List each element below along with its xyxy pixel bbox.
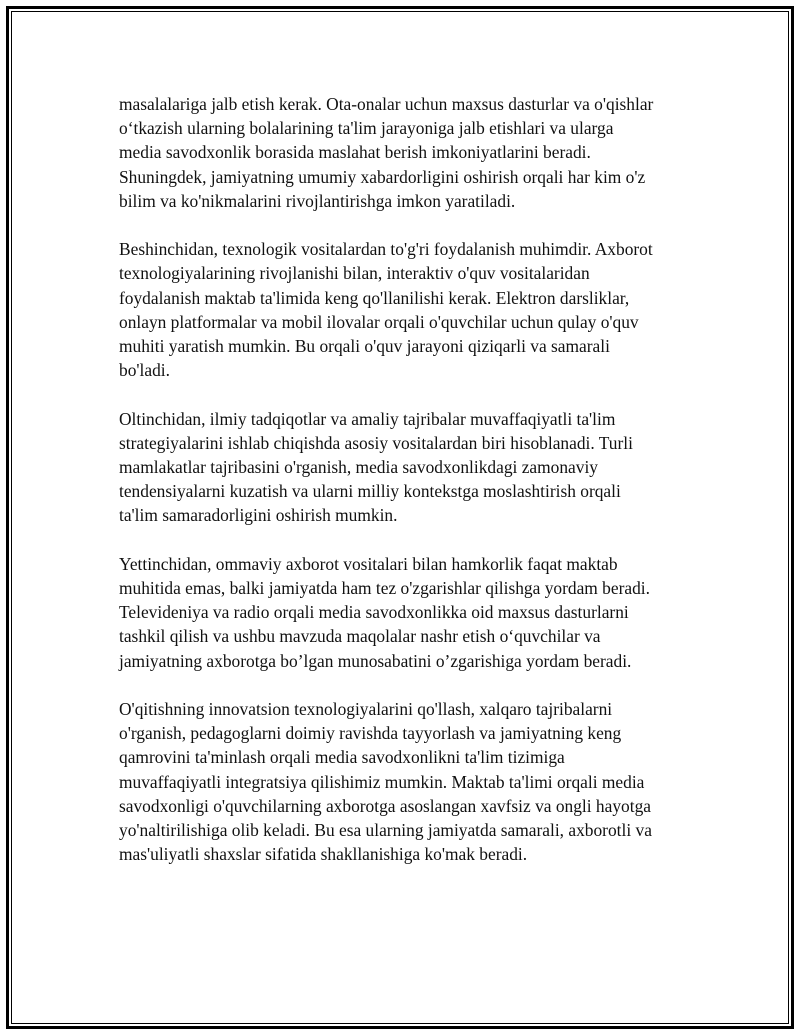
text-line: onlayn platformalar va mobil ilovalar orqali o'quvchilar uchun qulay o'quv xyxy=(119,311,639,332)
text-line: muhiti yaratish mumkin. Bu orqali o'quv jarayoni qiziqarli va samarali xyxy=(119,336,610,357)
text-line: mamlakatlar tajribasini o'rganish, media savodxonlikdagi zamonaviy xyxy=(119,457,598,478)
text-line: foydalanish maktab ta'limida keng qo'llanilishi kerak. Elektron darsliklar, xyxy=(119,287,630,308)
text-line: masalalariga jalb etish kerak. Ota-onalar uchun maxsus dasturlar va o'qishlar xyxy=(119,94,654,114)
text-line: o'rganish, pedagoglarni doimiy ravishda tayyorlash va jamiyatning keng xyxy=(119,723,622,744)
text-line: qamrovini ta'minlash orqali media savodxonlikni ta'lim tizimiga xyxy=(119,747,565,768)
paragraph-fifth-technology xyxy=(119,237,699,382)
paragraph-parent-involvement xyxy=(119,92,699,213)
paragraph-sixth-research xyxy=(119,407,699,528)
paragraph-conclusion xyxy=(119,697,699,866)
text-line: bo'ladi. xyxy=(119,360,170,381)
text-line: Oltinchidan, ilmiy tadqiqotlar va amaliy tajribalar muvaffaqiyatli ta'lim xyxy=(119,408,616,429)
text-line: savodxonligi o'quvchilarning axborotga asoslangan xavfsiz va ongli hayotga xyxy=(119,795,651,816)
text-line: texnologiyalarining rivojlanishi bilan, interaktiv o'quv vositalaridan xyxy=(119,263,590,284)
text-line: strategiyalarini ishlab chiqishda asosiy vositalardan biri hisoblanadi. Turli xyxy=(119,432,633,453)
text-line: tashkil qilish va ushbu mavzuda maqolalar nashr etish o‘quvchilar va xyxy=(119,626,601,647)
text-line: tendensiyalarni kuzatish va ularni milliy kontekstga moslashtirish orqali xyxy=(119,481,621,502)
text-line: o‘tkazish ularning bolalarining ta'lim jarayoniga jalb etishlari va ularga xyxy=(119,118,614,139)
text-line: Shuningdek, jamiyatning umumiy xabardorligini oshirish orqali har kim o'z xyxy=(119,166,646,187)
text-line: mas'uliyatli shaxslar sifatida shakllanishiga ko'mak beradi. xyxy=(119,844,528,865)
text-line: Televideniya va radio orqali media savodxonlikka oid maxsus dasturlarni xyxy=(119,602,629,623)
text-line: media savodxonlik borasida maslahat berish imkoniyatlarini beradi. xyxy=(119,142,591,163)
text-line: muvaffaqiyatli integratsiya qilishimiz mumkin. Maktab ta'limi orqali media xyxy=(119,771,645,792)
text-line: muhitida emas, balki jamiyatda ham tez o'zgarishlar qilishga yordam beradi. xyxy=(119,578,650,599)
document-body xyxy=(119,92,699,891)
text-line: yo'naltirilishiga olib keladi. Bu esa ularning jamiyatda samarali, axborotli va xyxy=(119,820,652,841)
paragraph-seventh-mass-media xyxy=(119,552,699,673)
text-line: ta'lim samaradorligini oshirish mumkin. xyxy=(119,505,398,526)
text-line: bilim va ko'nikmalarini rivojlantirishga imkon yaratiladi. xyxy=(119,190,516,211)
text-line: jamiyatning axborotga bo’lgan munosabatini o’zgarishiga yordam beradi. xyxy=(119,650,632,671)
text-line: Yettinchidan, ommaviy axborot vositalari bilan hamkorlik faqat maktab xyxy=(119,553,618,574)
text-line: O'qitishning innovatsion texnologiyalarini qo'llash, xalqaro tajribalarni xyxy=(119,699,613,720)
text-line: Beshinchidan, texnologik vositalardan to'g'ri foydalanish muhimdir. Axborot xyxy=(119,239,653,260)
